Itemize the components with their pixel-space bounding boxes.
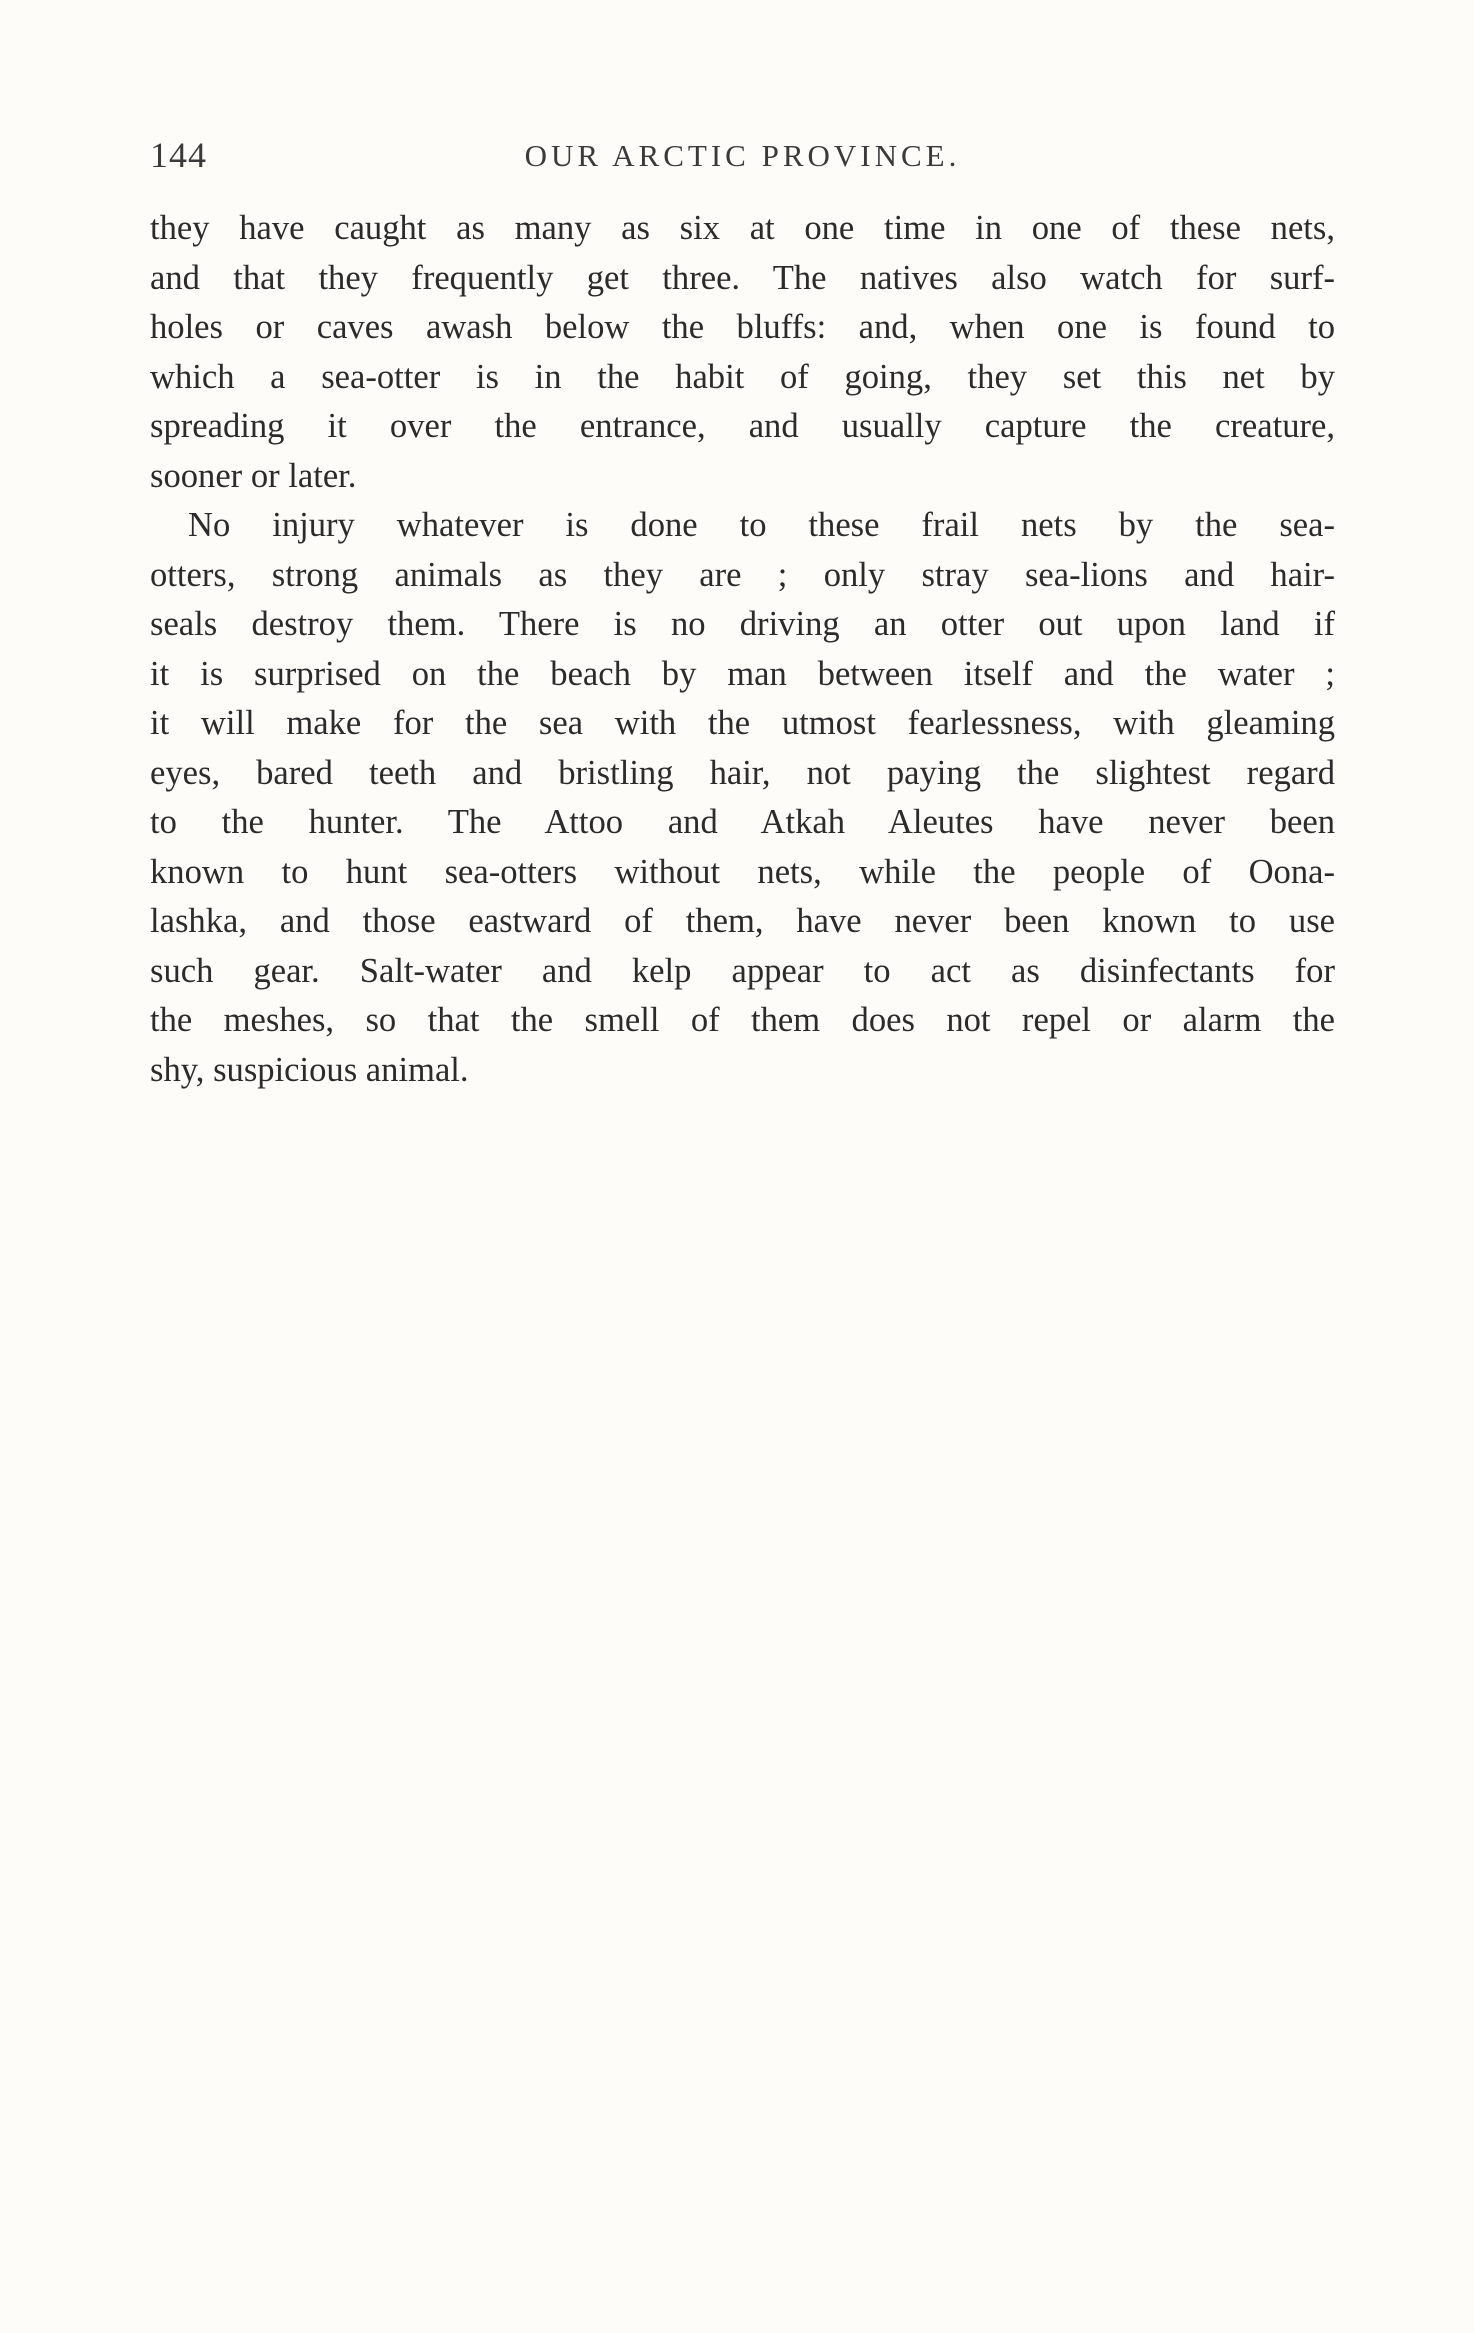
text-line: seals destroy them. There is no driving an otter out upon land if — [150, 605, 1335, 643]
text-line: lashka, and those eastward of them, have never been known to use — [150, 902, 1335, 940]
text-line: the meshes, so that the smell of them does not repel or alarm the — [150, 1001, 1335, 1039]
text-line: holes or caves awash below the bluffs: and, when one is found to — [150, 308, 1335, 346]
text-line: it will make for the sea with the utmost fearlessness, with gleaming — [150, 704, 1335, 742]
paragraph — [150, 204, 1335, 501]
text-line: and that they frequently get three. The natives also watch for surf- — [150, 258, 1335, 297]
text-line: to the hunter. The Attoo and Atkah Aleutes have never been — [150, 803, 1335, 841]
book-page — [150, 130, 1335, 1095]
text-line: they have caught as many as six at one time in one of these nets, — [150, 209, 1335, 247]
running-title: OUR ARCTIC PROVINCE. — [524, 138, 961, 173]
text-line: it is surprised on the beach by man between itself and the water ; — [150, 654, 1335, 693]
body-text — [150, 204, 1335, 1095]
text-line: such gear. Salt-water and kelp appear to act as disinfectants for — [150, 951, 1335, 990]
text-line: eyes, bared teeth and bristling hair, not paying the slightest regard — [150, 753, 1335, 792]
running-head — [150, 130, 1335, 190]
text-line: spreading it over the entrance, and usually capture the creature, — [150, 407, 1335, 445]
text-line: shy, suspicious animal. — [150, 1050, 469, 1089]
text-line: No injury whatever is done to these frail nets by the sea- — [188, 506, 1335, 544]
paragraph — [150, 501, 1335, 1095]
text-line: which a sea-otter is in the habit of going, they set this net by — [150, 357, 1335, 396]
text-line: sooner or later. — [150, 456, 357, 495]
page-number: 144 — [150, 135, 207, 175]
text-line: known to hunt sea-otters without nets, while the people of Oona- — [150, 852, 1335, 891]
text-line: otters, strong animals as they are ; only stray sea-lions and hair- — [150, 555, 1335, 594]
